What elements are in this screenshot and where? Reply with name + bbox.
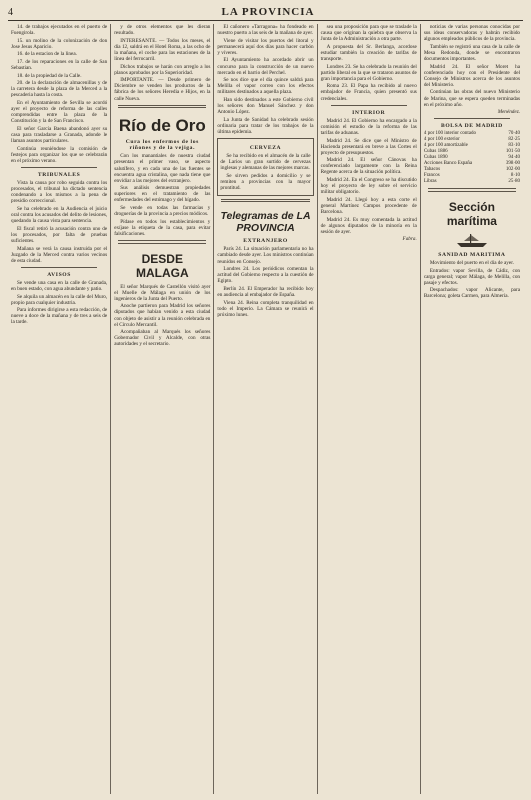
section-heading: SANIDAD MARITIMA [438,251,506,258]
table-row [424,179,520,185]
paragraph: A propuesta del Sr. Berlanga, acordose estudiar también la creación de tarifas de transporte. [320,43,417,62]
paragraph: sea una proposición para que se traslade la causa que originan la quiebra que observa la Junta de la Administración a otra parte. [320,24,417,43]
paragraph: Despachados: vapor Alicante, para Barcelona; goleta Carmen, para Almería. [423,287,521,300]
quote-value: 101·50 [505,149,521,155]
paragraph: 17. de los reparaciones en la calle de San Sebastian. [11,58,108,72]
section-big-heading: Sección marítima [446,199,497,228]
paragraph: Madrid 24. El Gobierno ha encargado a la comisión el estudio de la reforma de las tarifas de aduanas. [320,117,417,136]
quote-label: Francos [423,173,440,179]
paragraph: La Junta de Sanidad ha celebrado sesión ordinaria para tratar de los trabajos de la última epidemia. [217,116,314,135]
paragraph: 16. de la estacion de la linea. [17,51,77,58]
paragraph: 14. de trabajos ejecutados en el puerto de Fuengirola. [11,24,108,37]
quote-label: 4 por 100 interior contado [423,131,477,137]
section-big-heading: DESDE MALAGA [135,251,189,280]
page-number: 4 [8,7,13,18]
paragraph: 20. de la declaración de almacenillas y de la carretera desde la plaza de la Merced a la pescaderia hasta la costa. [11,80,108,99]
paragraph: Continúan las obras del nuevo Ministerio de Marina, que se espera queden terminadas en el próximo año. [423,89,521,108]
quote-label: Cubas 1886 [423,149,448,155]
quote-label: 4 por 100 exterior [423,137,460,143]
paragraph: Sus análisis demuestran propiedades superiores en el tratamiento de las enfermedades del estómago y del hígado. [114,185,211,204]
column-3 [214,24,317,794]
paragraph: Se ha celebrado en la Audiencia el juicio oral contra los acusados del delito de lesiones, quedando la causa vista para sentencia. [11,205,108,225]
quote-value: 82·25 [508,137,521,143]
paragraph: Vista la causa por robo seguida contra los procesados, el tribunal ha dictado sentencia condenando a los mismos a la pena de presidio correccional. [11,180,108,205]
quote-label: Cubas 1890 [423,155,448,161]
paragraph: Se vende en todas las farmacias y droguerías de la provincia a precios módicos. [114,205,211,218]
quote-value: 94·40 [508,155,521,161]
paragraph: Con los manantiales de nuestra ciudad presentan el primer vaso, se aspecto salutífero, y en cada una de las fuentes se encuentra agua cristalina, que nada tiene que envidiar a las mejores del extranjero. [114,153,211,184]
paragraph: Berlín 24. El Emperador ha recibido hoy en audiencia al embajador de España. [217,285,314,298]
double-rule [428,188,516,192]
paragraph: Se ha recibido en el almacén de la calle de Larios un gran surtido de cervezas inglesas y alemanas de las mejores marcas. [220,153,311,172]
paragraph: Se alquila un almacén en la calle del Muro, propio para cualquier industria. [11,293,108,306]
paragraph: Han sido destinados a este Gobierno civil los señores don Manuel Sánchez y don Antonio López. [217,97,314,116]
quote-value: 83·10 [508,143,521,149]
paragraph: Mañana se verá la causa instruida por el Juzgado de la Merced contra varios vecinos de esta ciudad. [11,245,108,264]
paragraph: En el Ayuntamiento de Sevilla se acordó ayer el proyecto de reforma de las calles comprendidas entre la plaza de la Constitución y la de San Francisco. [11,100,108,125]
advertisement-title: Río de Oro [118,116,206,136]
masthead-rule [8,20,523,21]
telegram-heading: Telegramas de LA PROVINCIA [220,210,311,235]
paragraph: Londres 24. Los periódicos comentan la actitud del Gobierno respecto a la cuestión de Egipto. [217,266,314,285]
quote-value: 25·80 [508,179,521,185]
paragraph: Madrid 24. Se dice que el Ministro de Hacienda presentará en breve a las Cortes el proyecto de presupuestos. [320,137,417,156]
paragraph: Madrid 24. Es muy comentada la actitud de algunos diputados de la minoría en la sesión de ayer. [320,216,417,235]
paragraph: Pídase en todos los establecimientos y exíjase la etiqueta de la casa, para evitar falsificaciones. [114,218,211,237]
paragraph: noticias de varias personas conocidas por sus ideas conservadoras y habrán recibido algunos empleados públicos de la provincia. [423,24,521,43]
paragraph: y de otros elementos que les dieran resultado. [114,24,211,37]
newspaper-title: LA PROVINCIA [221,6,315,18]
paragraph: 15. un molino de la colonización de don Jose Jesus Aparicio. [11,37,108,50]
paragraph: Se vende una casa en la calle de Granada, en buen estado, con agua abundante y patio. [11,279,108,292]
masthead [8,6,523,18]
paragraph: Continúa reuniéndose la comisión de festejos para organizar los que se celebrarán en el próximo verano. [11,145,108,164]
quote-label: Libras [423,179,437,185]
divider [21,167,97,168]
paragraph: París 24. La situación parlamentaria no ha cambiado desde ayer. Los ministros continúan reunidos en Consejo. [217,246,314,265]
quote-label: Acciones Banco España [423,161,473,167]
paragraph: Anoche partieron para Madrid los señores diputados que habían venido a esta ciudad con objeto de asistir a la reunión celebrada en el Círculo Mercantil. [114,303,211,328]
paragraph: Madrid 24. El señor Moret ha conferenciado hoy con el Presidente del Consejo de Ministros acerca de los asuntos del Ministerio. [423,63,521,88]
paragraph: Se nos dice que el día quince saldrá para Melilla el vapor correo con los efectos militares destinados a aquella plaza. [217,77,314,96]
quote-value: 70·40 [508,131,521,137]
paragraph: Viena 24. Reina completa tranquilidad en todo el Imperio. La Cámara se reunirá el próximo lunes. [217,299,314,318]
divider [21,267,97,268]
paragraph: El cañonero «Tarragona» ha fondeado en nuestro puerto a las seis de la mañana de ayer. [217,24,314,37]
section-heading: BOLSA DE MADRID [440,123,503,130]
double-rule [118,240,206,244]
paragraph: INTERESANTE. — Todos los meses, el día 12, saldrá en el Hotel Roma, a las ocho de la mañana, el coche para las estaciones de la línea del ferrocarril. [114,37,211,62]
double-rule [118,105,206,109]
signature: Fabra. [402,236,417,243]
double-rule [221,199,309,203]
quote-value: 398·00 [505,161,521,167]
column-5 [421,24,523,794]
paragraph: Madrid 24. Llegó hoy a esta corte el general Martínez Campos procedente de Barcelona. [320,196,417,216]
ship-icon [424,232,520,248]
paragraph: Entrados: vapor Sevilla, de Cádiz, con carga general; vapor Málaga, de Melilla, con pasaje y efectos. [423,267,521,286]
paragraph: Madrid 24. El señor Cánovas ha conferenciado largamente con la Reina Regente acerca de la situación política. [320,157,417,176]
section-heading: AVISOS [47,271,71,278]
paragraph: Movimiento del puerto en el día de ayer. [429,260,514,266]
paragraph: 18. de la propiedad de la Calle. [17,72,82,79]
paragraph: Londres 23. Se ha celebrado la reunión del partido liberal en la que se trataron asuntos de gran importancia para el Gobierno. [320,63,417,82]
quote-value: 102·00 [505,167,521,173]
quote-value: 8·10 [510,173,521,179]
column-1 [8,24,111,794]
paragraph: El señor Marqués de Castellón visitó ayer el Muelle de Málaga en unión de los ingenieros de la Junta del Puerto. [114,283,211,302]
quote-label: 4 por 100 amortizable [423,143,468,149]
paragraph: Acompañaban al Marqués los señores Gobernador Civil y Alcalde, con otras autoridades y el secretario. [114,329,211,348]
advertisement-subtitle: Cura los enfermos de los riñones y de la vejiga. [125,139,199,152]
column-2 [111,24,214,794]
paragraph: Roma 23. El Papa ha recibido al nuevo embajador de Francia, quien presentó sus credenciales. [320,83,417,102]
paragraph: Dichos trabajos se harán con arreglo a los planos aprobados por la Superioridad. [114,63,211,76]
paragraph: El señor García Baena abandonó ayer su casa para trasladarse a Granada, adonde le llaman asuntos particulares. [11,125,108,145]
column-4 [318,24,421,794]
section-heading: EXTRANJERO [243,238,288,245]
divider [331,105,407,106]
section-heading: CERVEZA [249,145,282,152]
paragraph: El Ayuntamiento ha acordado abrir un concurso para la construcción de un nuevo mercado en el barrio del Perchel. [217,57,314,76]
quote-label: Tabacos [423,167,441,173]
signature: Menéndez. [497,109,521,116]
paragraph: El fiscal retiró la acusación contra uno de los procesados, por falta de pruebas suficientes. [11,225,108,244]
section-heading: INTERIOR [352,109,386,116]
advertisement-box [217,138,313,196]
paragraph: Se sirven pedidos a domicilio y se remiten a provincias con la mayor prontitud. [220,172,311,192]
section-heading: TRIBUNALES [37,171,81,178]
paragraph: Para informes dirigirse a esta redacción, de nueve a doce de la mañana y de tres a seis de la tarde. [11,307,108,326]
stock-quotes-table [424,131,520,185]
divider [434,118,510,119]
columns [8,24,523,794]
paragraph: IMPORTANTE. — Desde primero de Diciembre se venden los productos de la fábrica de los señores Heredia e Hijos, en la calle Nueva. [114,77,211,102]
paragraph: Madrid 24. En el Congreso se ha discutido hoy el proyecto de ley sobre el servicio militar obligatorio. [320,177,417,196]
paragraph: Viene de visitar los puertos del litoral y permanecerá aquí dos días para hacer carbón y víveres. [217,37,314,56]
paragraph: También se registró una casa de la calle de Mesa Redonda, donde se encontraron documentos importantes. [423,43,521,62]
